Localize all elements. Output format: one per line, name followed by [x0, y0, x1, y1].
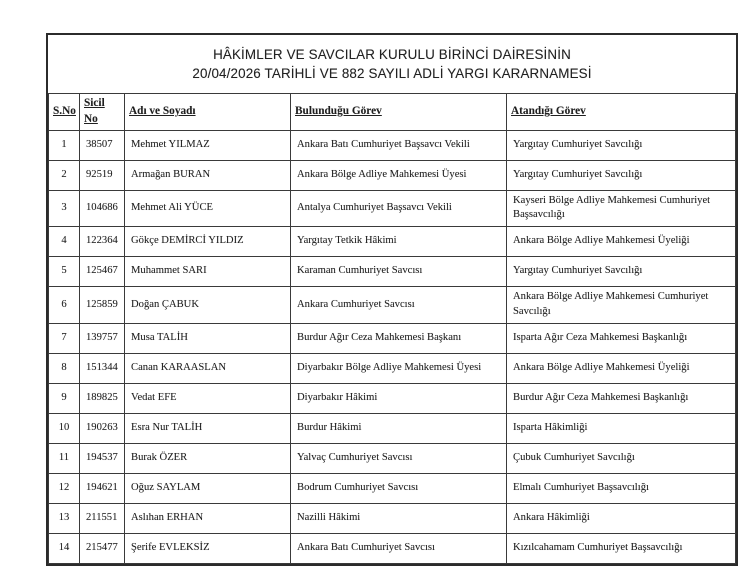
- cell-sicil-no: 211551: [80, 503, 125, 533]
- cell-sno: 5: [49, 257, 80, 287]
- cell-name: Doğan ÇABUK: [125, 287, 291, 324]
- cell-sno: 11: [49, 443, 80, 473]
- cell-name: Şerife EVLEKSİZ: [125, 533, 291, 563]
- decree-document: [46, 33, 738, 566]
- cell-assigned-duty: Yargıtay Cumhuriyet Savcılığı: [507, 130, 736, 160]
- cell-sicil-no: 125859: [80, 287, 125, 324]
- cell-sicil-no: 92519: [80, 160, 125, 190]
- cell-assigned-duty: Yargıtay Cumhuriyet Savcılığı: [507, 160, 736, 190]
- cell-current-duty: Karaman Cumhuriyet Savcısı: [291, 257, 507, 287]
- cell-sno: 14: [49, 533, 80, 563]
- column-header-assigned-duty: Atandığı Görev: [507, 94, 736, 131]
- cell-sno: 12: [49, 473, 80, 503]
- cell-sno: 10: [49, 413, 80, 443]
- cell-name: Burak ÖZER: [125, 443, 291, 473]
- column-header-sno: S.No: [49, 94, 80, 131]
- cell-name: Armağan BURAN: [125, 160, 291, 190]
- cell-sno: 6: [49, 287, 80, 324]
- cell-sicil-no: 215477: [80, 533, 125, 563]
- cell-sicil-no: 122364: [80, 227, 125, 257]
- cell-sicil-no: 194621: [80, 473, 125, 503]
- cell-current-duty: Ankara Cumhuriyet Savcısı: [291, 287, 507, 324]
- table-row: [49, 533, 736, 563]
- cell-assigned-duty: Elmalı Cumhuriyet Başsavcılığı: [507, 473, 736, 503]
- cell-assigned-duty: Ankara Hâkimliği: [507, 503, 736, 533]
- cell-assigned-duty: Ankara Bölge Adliye Mahkemesi Cumhuriyet Savcılığı: [507, 287, 736, 324]
- cell-current-duty: Ankara Bölge Adliye Mahkemesi Üyesi: [291, 160, 507, 190]
- table-row: [49, 413, 736, 443]
- cell-sno: 9: [49, 383, 80, 413]
- column-header-current-duty: Bulunduğu Görev: [291, 94, 507, 131]
- table-row: [49, 287, 736, 324]
- cell-current-duty: Ankara Batı Cumhuriyet Savcısı: [291, 533, 507, 563]
- cell-sno: 7: [49, 323, 80, 353]
- table-row: [49, 130, 736, 160]
- column-header-sicil-no: Sicil No: [80, 94, 125, 131]
- table-row: [49, 323, 736, 353]
- cell-assigned-duty: Yargıtay Cumhuriyet Savcılığı: [507, 257, 736, 287]
- cell-current-duty: Burdur Hâkimi: [291, 413, 507, 443]
- cell-current-duty: Nazilli Hâkimi: [291, 503, 507, 533]
- cell-name: Oğuz SAYLAM: [125, 473, 291, 503]
- cell-sicil-no: 151344: [80, 353, 125, 383]
- cell-name: Aslıhan ERHAN: [125, 503, 291, 533]
- cell-sno: 4: [49, 227, 80, 257]
- cell-assigned-duty: Kızılcahamam Cumhuriyet Başsavcılığı: [507, 533, 736, 563]
- table-header-row: [49, 94, 736, 131]
- cell-name: Vedat EFE: [125, 383, 291, 413]
- cell-sno: 1: [49, 130, 80, 160]
- cell-sicil-no: 104686: [80, 190, 125, 227]
- cell-name: Muhammet SARI: [125, 257, 291, 287]
- table-row: [49, 353, 736, 383]
- cell-current-duty: Diyarbakır Hâkimi: [291, 383, 507, 413]
- cell-assigned-duty: Burdur Ağır Ceza Mahkemesi Başkanlığı: [507, 383, 736, 413]
- cell-name: Mehmet YILMAZ: [125, 130, 291, 160]
- cell-assigned-duty: Ankara Bölge Adliye Mahkemesi Üyeliği: [507, 227, 736, 257]
- cell-assigned-duty: Çubuk Cumhuriyet Savcılığı: [507, 443, 736, 473]
- decree-table: [48, 93, 736, 564]
- cell-current-duty: Burdur Ağır Ceza Mahkemesi Başkanı: [291, 323, 507, 353]
- cell-current-duty: Bodrum Cumhuriyet Savcısı: [291, 473, 507, 503]
- cell-sno: 8: [49, 353, 80, 383]
- title-line-1: HÂKİMLER VE SAVCILAR KURULU BİRİNCİ DAİRESİNİN: [213, 47, 571, 62]
- table-row: [49, 443, 736, 473]
- cell-name: Gökçe DEMİRCİ YILDIZ: [125, 227, 291, 257]
- cell-sicil-no: 125467: [80, 257, 125, 287]
- cell-current-duty: Yalvaç Cumhuriyet Savcısı: [291, 443, 507, 473]
- table-row: [49, 257, 736, 287]
- document-title: [48, 35, 736, 93]
- cell-sno: 3: [49, 190, 80, 227]
- cell-sicil-no: 190263: [80, 413, 125, 443]
- table-row: [49, 160, 736, 190]
- cell-sno: 13: [49, 503, 80, 533]
- cell-assigned-duty: Ankara Bölge Adliye Mahkemesi Üyeliği: [507, 353, 736, 383]
- cell-sicil-no: 38507: [80, 130, 125, 160]
- decree-table-body: [49, 130, 736, 563]
- cell-name: Musa TALİH: [125, 323, 291, 353]
- cell-assigned-duty: Isparta Ağır Ceza Mahkemesi Başkanlığı: [507, 323, 736, 353]
- cell-current-duty: Antalya Cumhuriyet Başsavcı Vekili: [291, 190, 507, 227]
- cell-assigned-duty: Kayseri Bölge Adliye Mahkemesi Cumhuriyet Başsavcılığı: [507, 190, 736, 227]
- cell-current-duty: Yargıtay Tetkik Hâkimi: [291, 227, 507, 257]
- title-line-2: 20/04/2026 TARİHLİ VE 882 SAYILI ADLİ YARGI KARARNAMESİ: [192, 66, 592, 81]
- cell-sicil-no: 189825: [80, 383, 125, 413]
- cell-current-duty: Diyarbakır Bölge Adliye Mahkemesi Üyesi: [291, 353, 507, 383]
- cell-sicil-no: 194537: [80, 443, 125, 473]
- column-header-name: Adı ve Soyadı: [125, 94, 291, 131]
- cell-current-duty: Ankara Batı Cumhuriyet Başsavcı Vekili: [291, 130, 507, 160]
- cell-name: Mehmet Ali YÜCE: [125, 190, 291, 227]
- table-row: [49, 383, 736, 413]
- table-row: [49, 227, 736, 257]
- cell-sicil-no: 139757: [80, 323, 125, 353]
- cell-name: Esra Nur TALİH: [125, 413, 291, 443]
- cell-name: Canan KARAASLAN: [125, 353, 291, 383]
- table-row: [49, 503, 736, 533]
- table-row: [49, 190, 736, 227]
- cell-sno: 2: [49, 160, 80, 190]
- table-row: [49, 473, 736, 503]
- cell-assigned-duty: Isparta Hâkimliği: [507, 413, 736, 443]
